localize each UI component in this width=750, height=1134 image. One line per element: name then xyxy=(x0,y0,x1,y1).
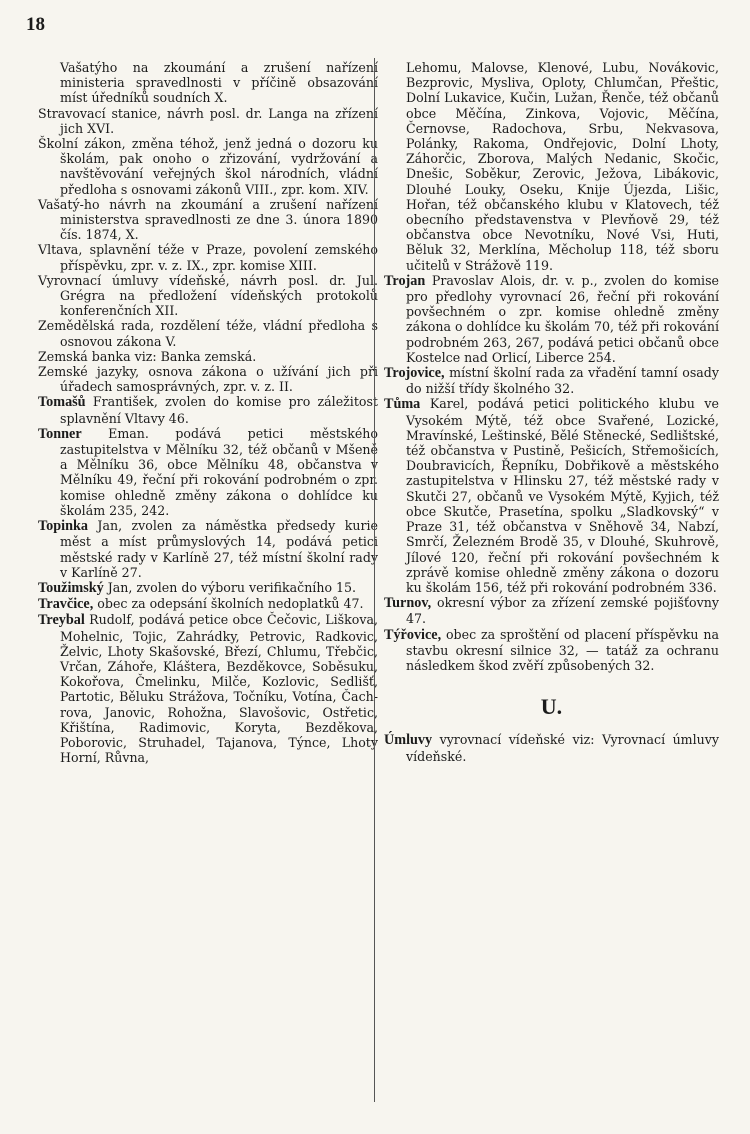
entry-text: Stravovací stanice, návrh posl. dr. Langa na zřízení jich XVI. xyxy=(38,105,378,136)
entry-text: Zemské jazyky, osnova zákona o užívání jich při úřadech samosprávných, zpr. v. z. II. xyxy=(38,364,378,395)
entry-text: vyrovnací vídeňské viz: Vyrovnací úmluvy vídeňské. xyxy=(406,732,719,764)
index-entry xyxy=(38,596,378,612)
index-entry xyxy=(38,364,378,394)
entry-text: Vašatýho na zkoumání a zrušení nařízení ministeria spravedlnosti v příčině obsazování míst úředníků soudních X. xyxy=(60,60,378,106)
entry-text: Karel, podává petici politického klubu ve Vysokém Mýtě, též obce Svařené, Lozické, Mravínské, Leštinské, Bělé Stěnecké, Sedlištské, též občanstva v Pustině, Pešicích, Střemošicích, Doubravicích, Řepníku, Dobřikově a městského zastupitelstva v Hlinsku 27, též městské rady v Skutči 27, občanů ve Vysokém Mýtě, Kyjich, též obce Skutče, Prasetína, spolku „Sladkovský“ v Praze 31, též občanstva v Sněhově 34, Nabzí, Smrčí, Železném Brodě 35, v Dlouhé, Skuhrově, Jílové 120, řeční při rokování povšechném k zprávě komise ohledně změny zákona o dozoru ku školám 156, též při rokování podrobném 336. xyxy=(406,396,719,595)
entry-text: Lehomu, Malovse, Klenové, Lubu, Novákovic, Bezprovic, Mysliva, Oploty, Chlumčan, Přeštic, Dolní Lukavice, Kučin, Lužan, Řenče, též občanů obce Měčína, Zinkova, Vojovic, Měčína, Černovse, Radochova, Srbu, Nekvasova, Polánky, Rakoma, Ondřejovic, Dolní Lhoty, Záhorčic, Zborova, Malých Nedanic, Skočic, Dnešic, Soběkur, Zerovic, Ježova, Libákovic, Dlouhé Louky, Oseku, Knije Újezda, Lišic, Hořan, též občanského klubu v Klatovech, též obecního představenstva v Plevňově 29, též občanstva obce Nevotníku, Nové Vsi, Huti, Běluk 32, Merklína, Měcholup 118, též sboru učitelů v Strážově 119. xyxy=(406,60,719,273)
index-entry xyxy=(38,60,378,106)
entry-headword: Trojan xyxy=(384,272,426,289)
entry-text: Rudolf, podává petice obce Čečovic, Liškova, Mohelnic, Tojic, Zahrádky, Petrovic, Radkovic, Želvic, Lhoty Skašovské, Březí, Chlumu, Třebčic, Vrčan, Záhoře, Kláštera, Bezděkovce, Soběsuku, Kokořova, Čmelinku, Milče, Kozlovic, Sedlišť, Partotic, Běluku Strážova, Točníku, Votína, Čachrova, Janovic, Rohožna, Slavošovic, Ostřetic, Křištína, Radimovic, Koryta, Bezděkova, Poborovic, Struhadel, Tajanova, Týnce, Lhoty Horní, Růvna, xyxy=(60,612,378,766)
right-column xyxy=(384,60,719,764)
index-entry xyxy=(384,365,719,396)
index-entry xyxy=(38,318,378,348)
entry-headword: Úmluvy xyxy=(384,732,433,749)
index-entry xyxy=(384,732,719,763)
entry-text: Školní zákon, změna téhož, jenž jedná o dozoru ku školám, pak onoho o zřizování, vydržování a navštěvování veřejných škol národních, vládní předloha s osnovami zákonů VIII., zpr. kom. XIV. xyxy=(38,136,378,197)
entry-headword: Týřovice, xyxy=(384,626,442,643)
index-entry xyxy=(38,580,378,596)
index-entry xyxy=(38,106,378,136)
entry-text: Vyrovnací úmluvy vídeňské, návrh posl. dr. Jul. Grégra na předložení vídeňských protokolů konferenčních XII. xyxy=(38,272,378,319)
index-entry xyxy=(384,396,719,595)
entry-text: Jan, zvolen za náměstka předsedy kurie měst a míst průmyslových 14, podává petici městské rady v Karlíně 27, též místní školní rady v Karlíně 27. xyxy=(60,518,378,580)
entry-text: Pravoslav Alois, dr. v. p., zvolen do komise pro předlohy vyrovnací 26, řeční při rokování povšechném o zpr. komise ohledně změny zákona o dohlídce ku školám 70, též při rokování podrobném 263, 267, podává petici občanů obce Kostelce nad Orlicí, Liberce 254. xyxy=(406,272,719,365)
entry-text: místní školní rada za vřadění tamní osady do nižší třídy školného 32. xyxy=(406,365,719,397)
entry-text: Eman. podává petici městského zastupitelstva v Mělníku 32, též občanů v Mšeně a Mělníku 36, obce Mělníku 48, občanstva v Mělníku 49, řeční při rokování podrobném o zpr. komise ohledně změny zákona o dohlídce ku školám 235, 242. xyxy=(60,425,378,518)
index-entry xyxy=(38,242,378,272)
entry-headword: Trojovice, xyxy=(384,365,445,382)
section-letter: U. xyxy=(540,694,563,720)
entry-text: Vašatý-ho návrh na zkoumání a zrušení nařízení ministerstva spravedlnosti ze dne 3. února 1890 čís. 1874, X. xyxy=(38,196,378,243)
entry-headword: Toužimský xyxy=(38,579,104,596)
index-entry xyxy=(384,627,719,674)
entry-text: obec za sproštění od placení příspěvku na stavbu okresní silnice 32, — tatáž za ochranu následkem škod zvěří způsobených 32. xyxy=(406,626,719,673)
entry-headword: Turnov, xyxy=(384,595,432,612)
index-entry xyxy=(38,273,378,319)
entry-text: obec za odepsání školních nedoplatků 47. xyxy=(97,596,364,612)
index-entry xyxy=(38,349,378,364)
column-divider xyxy=(374,58,375,1102)
entry-text: Jan, zvolen do výboru verifikačního 15. xyxy=(107,579,357,595)
entry-text: Zemská banka viz: Banka zemská. xyxy=(38,348,257,364)
entry-headword: Treybal xyxy=(38,612,85,629)
left-column xyxy=(38,60,386,765)
entry-text: okresní výbor za zřízení zemské pojišťovny 47. xyxy=(406,595,719,627)
entry-headword: Travčice, xyxy=(38,596,94,613)
index-entry xyxy=(38,136,378,197)
index-entry xyxy=(38,612,378,765)
entry-text: František, zvolen do komise pro záležitost splavnění Vltavy 46. xyxy=(60,394,378,426)
index-entry xyxy=(38,197,378,243)
entry-headword: Topinka xyxy=(38,518,88,535)
index-entry xyxy=(38,394,378,425)
entry-headword: Tonner xyxy=(38,425,82,442)
index-entry xyxy=(38,518,378,580)
entry-text: Zemědělská rada, rozdělení téže, vládní předloha s osnovou zákona V. xyxy=(38,318,378,349)
entry-headword: Tomašů xyxy=(38,394,86,411)
index-entry xyxy=(384,273,719,365)
index-entry xyxy=(38,426,378,518)
index-entry xyxy=(384,595,719,626)
entry-text: Vltava, splavnění téže v Praze, povolení zemského příspěvku, zpr. v. z. IX., zpr. komise XIII. xyxy=(38,242,378,273)
page-number: 18 xyxy=(26,14,45,35)
entry-headword: Tůma xyxy=(384,396,421,413)
index-entry xyxy=(384,60,719,273)
